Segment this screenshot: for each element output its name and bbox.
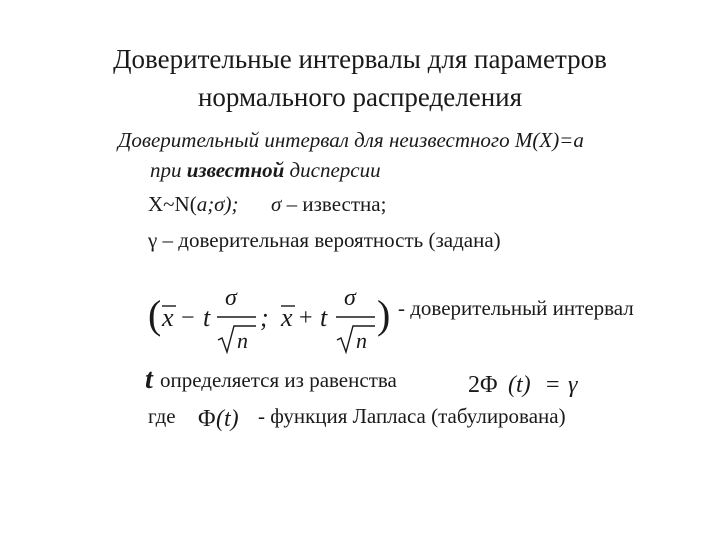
phi-symbol: Φ <box>198 406 216 432</box>
distribution-args: a;σ); <box>196 192 239 216</box>
t-symbol: t <box>145 364 153 395</box>
formula-separator: ; <box>260 303 269 332</box>
formula-xbar-right: x <box>281 303 293 332</box>
interval-formula <box>148 278 393 358</box>
phi-arg: (t) <box>216 406 239 432</box>
known-variance-line <box>150 158 381 183</box>
title-line-2: нормального распределения <box>197 82 523 112</box>
formula-sigma-left: σ <box>225 285 237 311</box>
distribution-prefix: Х~N( <box>148 192 197 216</box>
t-defined-text: определяется из равенства <box>160 368 397 392</box>
formula-sigma-right: σ <box>344 285 356 311</box>
formula-t-right: t <box>320 303 328 332</box>
equation-coef: 2Φ <box>468 372 498 398</box>
title-line-1: Доверительные интервалы для параметров <box>113 44 607 74</box>
laplace-description: - функция Лапласа (табулирована) <box>258 404 566 428</box>
known-variance-bold: известной <box>186 158 285 182</box>
equation-eq: = <box>546 372 560 398</box>
phi-function <box>198 400 252 434</box>
formula-t-left: t <box>203 303 211 332</box>
equation-arg: (t) <box>508 372 531 398</box>
known-variance-suffix: дисперсии <box>284 158 381 182</box>
interval-label: - доверительный интервал <box>398 296 634 320</box>
formula-plus: + <box>299 305 313 331</box>
slide-title <box>0 40 720 116</box>
sigma-symbol: σ <box>271 192 282 216</box>
known-variance-prefix: при <box>150 158 187 182</box>
distribution-line <box>148 192 386 217</box>
confidence-probability-line: γ – доверительная вероятность (задана) <box>148 228 501 252</box>
formula-n-right: n <box>356 328 367 353</box>
equation-gamma: γ <box>568 372 578 398</box>
formula-n-left: n <box>237 328 248 353</box>
sigma-known-text: – известна; <box>281 192 387 216</box>
formula-close-paren: ) <box>377 292 391 337</box>
formula-xbar-left: x <box>162 303 174 332</box>
where-label: где <box>148 404 176 428</box>
formula-minus: − <box>181 305 195 331</box>
laplace-equation <box>468 366 588 400</box>
interval-heading: Доверительный интервал для неизвестного М(Х)=а <box>118 128 584 152</box>
formula-open-paren: ( <box>148 292 162 337</box>
